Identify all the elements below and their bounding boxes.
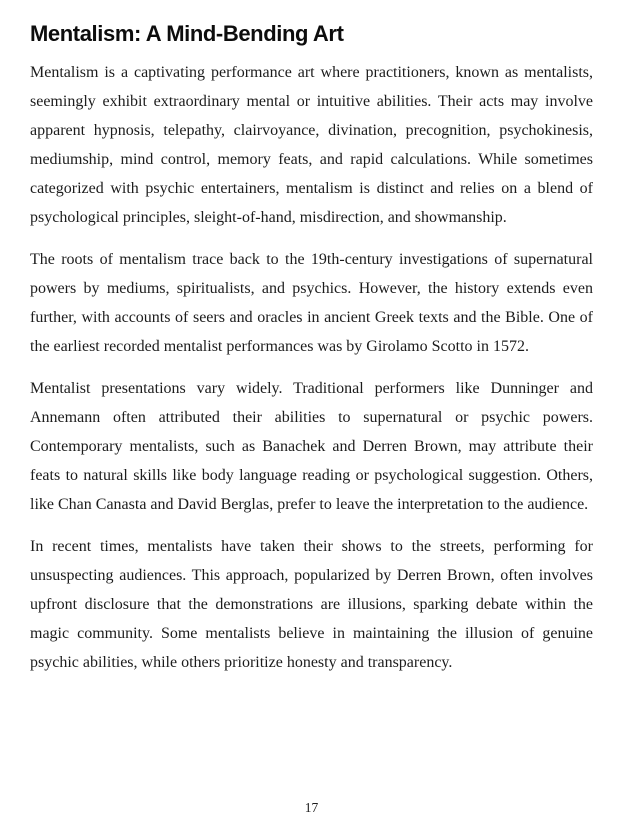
paragraph-intro: Mentalism is a captivating performance art where practitioners, known as mentalists, seemingly exhibit extraordinary mental or intuitive abilities. Their acts may involve apparent hypnosis, telepathy, clairvoyance, divination, precognition, psychokinesis, mediumship, mind control, memory feats, and rapid calculations. While sometimes categorized with psychic entertainers, mentalism is distinct and relies on a blend of psychological principles, sleight-of-hand, misdirection, and showmanship.: [30, 63, 593, 226]
page-title: Mentalism: A Mind-Bending Art: [30, 21, 344, 46]
paragraph-history: The roots of mentalism trace back to the 19th-century investigations of supernatural powers by mediums, spiritualists, and psychics. However, the history extends even further, with accounts of seers and oracles in ancient Greek texts and the Bible. One of the earliest recorded mentalist performances was by Girolamo Scotto in 1572.: [30, 250, 593, 355]
paragraph-performers: Mentalist presentations vary widely. Traditional performers like Dunninger and Annemann often attributed their abilities to supernatural or psychic powers. Contemporary mentalists, such as Banachek and Derren Brown, may attribute their feats to natural skills like body language reading or psychological suggestion. Others, like Chan Canasta and David Berglas, prefer to leave the interpretation to the audience.: [30, 379, 593, 513]
article-body: [30, 58, 593, 677]
page-number: 17: [304, 800, 319, 815]
paragraph-modern: In recent times, mentalists have taken their shows to the streets, performing for unsuspecting audiences. This approach, popularized by Derren Brown, often involves upfront disclosure that the demonstrations are illusions, sparking debate within the magic community. Some mentalists believe in maintaining the illusion of genuine psychic abilities, while others prioritize honesty and transparency.: [30, 537, 593, 671]
